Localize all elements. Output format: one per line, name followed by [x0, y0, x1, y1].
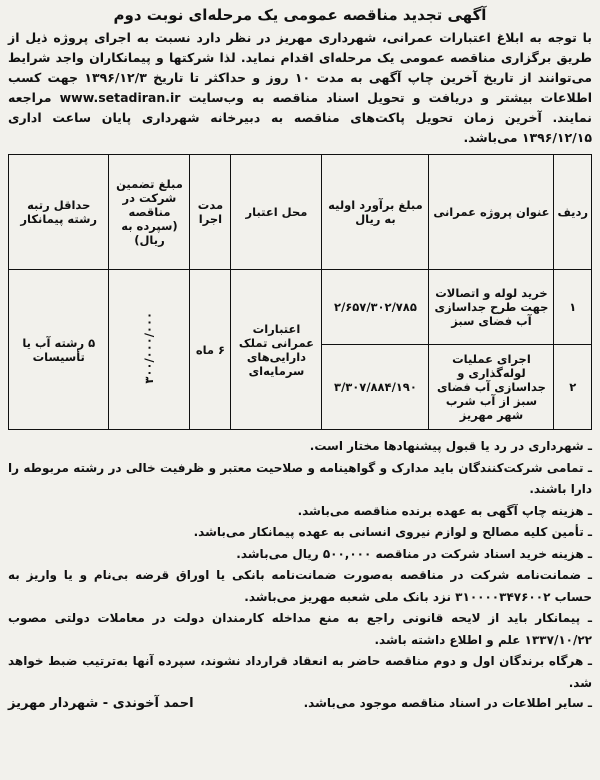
header-duration: مدت اجرا [190, 155, 231, 270]
project-title: خرید لوله و اتصالات جهت طرح جداسازی آب فضای سبز [429, 270, 554, 345]
note-item: ـ هزینه چاپ آگهی به عهده برنده مناقصه می‌باشد. [297, 503, 592, 518]
header-project-title: عنوان پروژه عمرانی [429, 155, 554, 270]
note-item: ـ تأمین کلیه مصالح و لوازم نیروی انسانی به عهده پیمانکار می‌باشد. [193, 525, 592, 539]
funding-source: اعتبارات عمرانی تملک دارایی‌های سرمایه‌ای [231, 270, 322, 430]
signature: احمد آخوندی - شهردار مهریز [8, 696, 194, 711]
note-item: ـ پیمانکار باید از لایحه قانونی راجع به منع مداخله کارمندان دولت در معاملات دولتی مصوب ۱۳۳۷/۱۰/۲۲ علم و اطلاع داشته باشد. [8, 611, 592, 647]
notes-list [8, 436, 592, 694]
note-item: ـ هرگاه برندگان اول و دوم مناقصه حاضر به انعقاد قرارداد نشوند، سپرده آنها به‌ترتیب ضبط خواهد شد. [8, 654, 592, 690]
header-funding-source: محل اعتبار [231, 155, 322, 270]
duration: ۶ ماه [190, 270, 231, 430]
contractor-grade: ۵ رشته آب یا تأسیسات [9, 270, 109, 430]
note-item: ـ تمامی شرکت‌کنندگان باید مدارک و گواهینامه و صلاحیت معتبر و ظرفیت خالی در رشته مربوطه را دارا باشند. [8, 460, 592, 496]
projects-table [8, 154, 592, 430]
header-guarantee: مبلغ تضمین شرکت در مناقصه (سپرده به ریال) [109, 155, 190, 270]
table-row [9, 270, 592, 345]
row-number: ۱ [554, 270, 592, 345]
header-contractor-grade: حداقل رتبه رشته پیمانکار [9, 155, 109, 270]
note-item: ـ شهرداری در رد یا قبول پیشنهادها مختار است. [309, 439, 592, 453]
notice-title: آگهی تجدید مناقصه عمومی یک مرحله‌ای نوبت دوم [113, 6, 487, 24]
guarantee-amount [109, 270, 190, 430]
initial-estimate: ۲/۶۵۷/۳۰۲/۷۸۵ [322, 270, 429, 345]
header-row-number: ردیف [554, 155, 592, 270]
project-title: اجرای عملیات لوله‌گذاری و جداسازی آب فضای سبز از آب شرب شهر مهریز [429, 345, 554, 430]
header-initial-estimate: مبلغ برآورد اولیه به ریال [322, 155, 429, 270]
notice-intro: با توجه به ابلاغ اعتبارات عمرانی، شهرداری مهریز در نظر دارد نسبت به اجرای پروژه ذیل از طریق برگزاری مناقصه عمومی یک مرحله‌ای اقدام نماید. لذا شرکتها و پیمانکاران واجد شرایط می‌توانند از تاریخ آخرین چاپ آگهی به مدت ۱۰ روز و حداکثر تا تاریخ ۱۳۹۶/۱۲/۳ جهت کسب اطلاعات بیشتر و دریافت و تحویل اسناد مناقصه به وب‌سایت www.setadiran.ir مراجعه نمایند. آخرین زمان تحویل پاکت‌های مناقصه به دبیرخانه شهرداری پایان ساعت اداری ۱۳۹۶/۱۲/۱۵ می‌باشد. [8, 30, 593, 145]
notice-footer [8, 696, 592, 711]
note-item: ـ ضمانت‌نامه شرکت در مناقصه به‌صورت ضمانت‌نامه بانکی یا اوراق قرضه بی‌نام و یا واریز به حساب ۳۱۰۰۰۰۳۴۷۶۰۰۲ نزد بانک ملی شعبه مهریز می‌باشد. [8, 568, 592, 604]
table-header-row [9, 155, 592, 270]
last-note: ـ سایر اطلاعات در اسناد مناقصه موجود می‌باشد. [303, 696, 592, 710]
initial-estimate: ۳/۳۰۷/۸۸۴/۱۹۰ [322, 345, 429, 430]
note-item: ـ هزینه خرید اسناد شرکت در مناقصه ۵۰۰,۰۰۰ ریال می‌باشد. [236, 546, 592, 561]
row-number: ۲ [554, 345, 592, 430]
guarantee-amount-text: ۳۰۰/۰۰۰/۰۰۰ [142, 312, 157, 384]
